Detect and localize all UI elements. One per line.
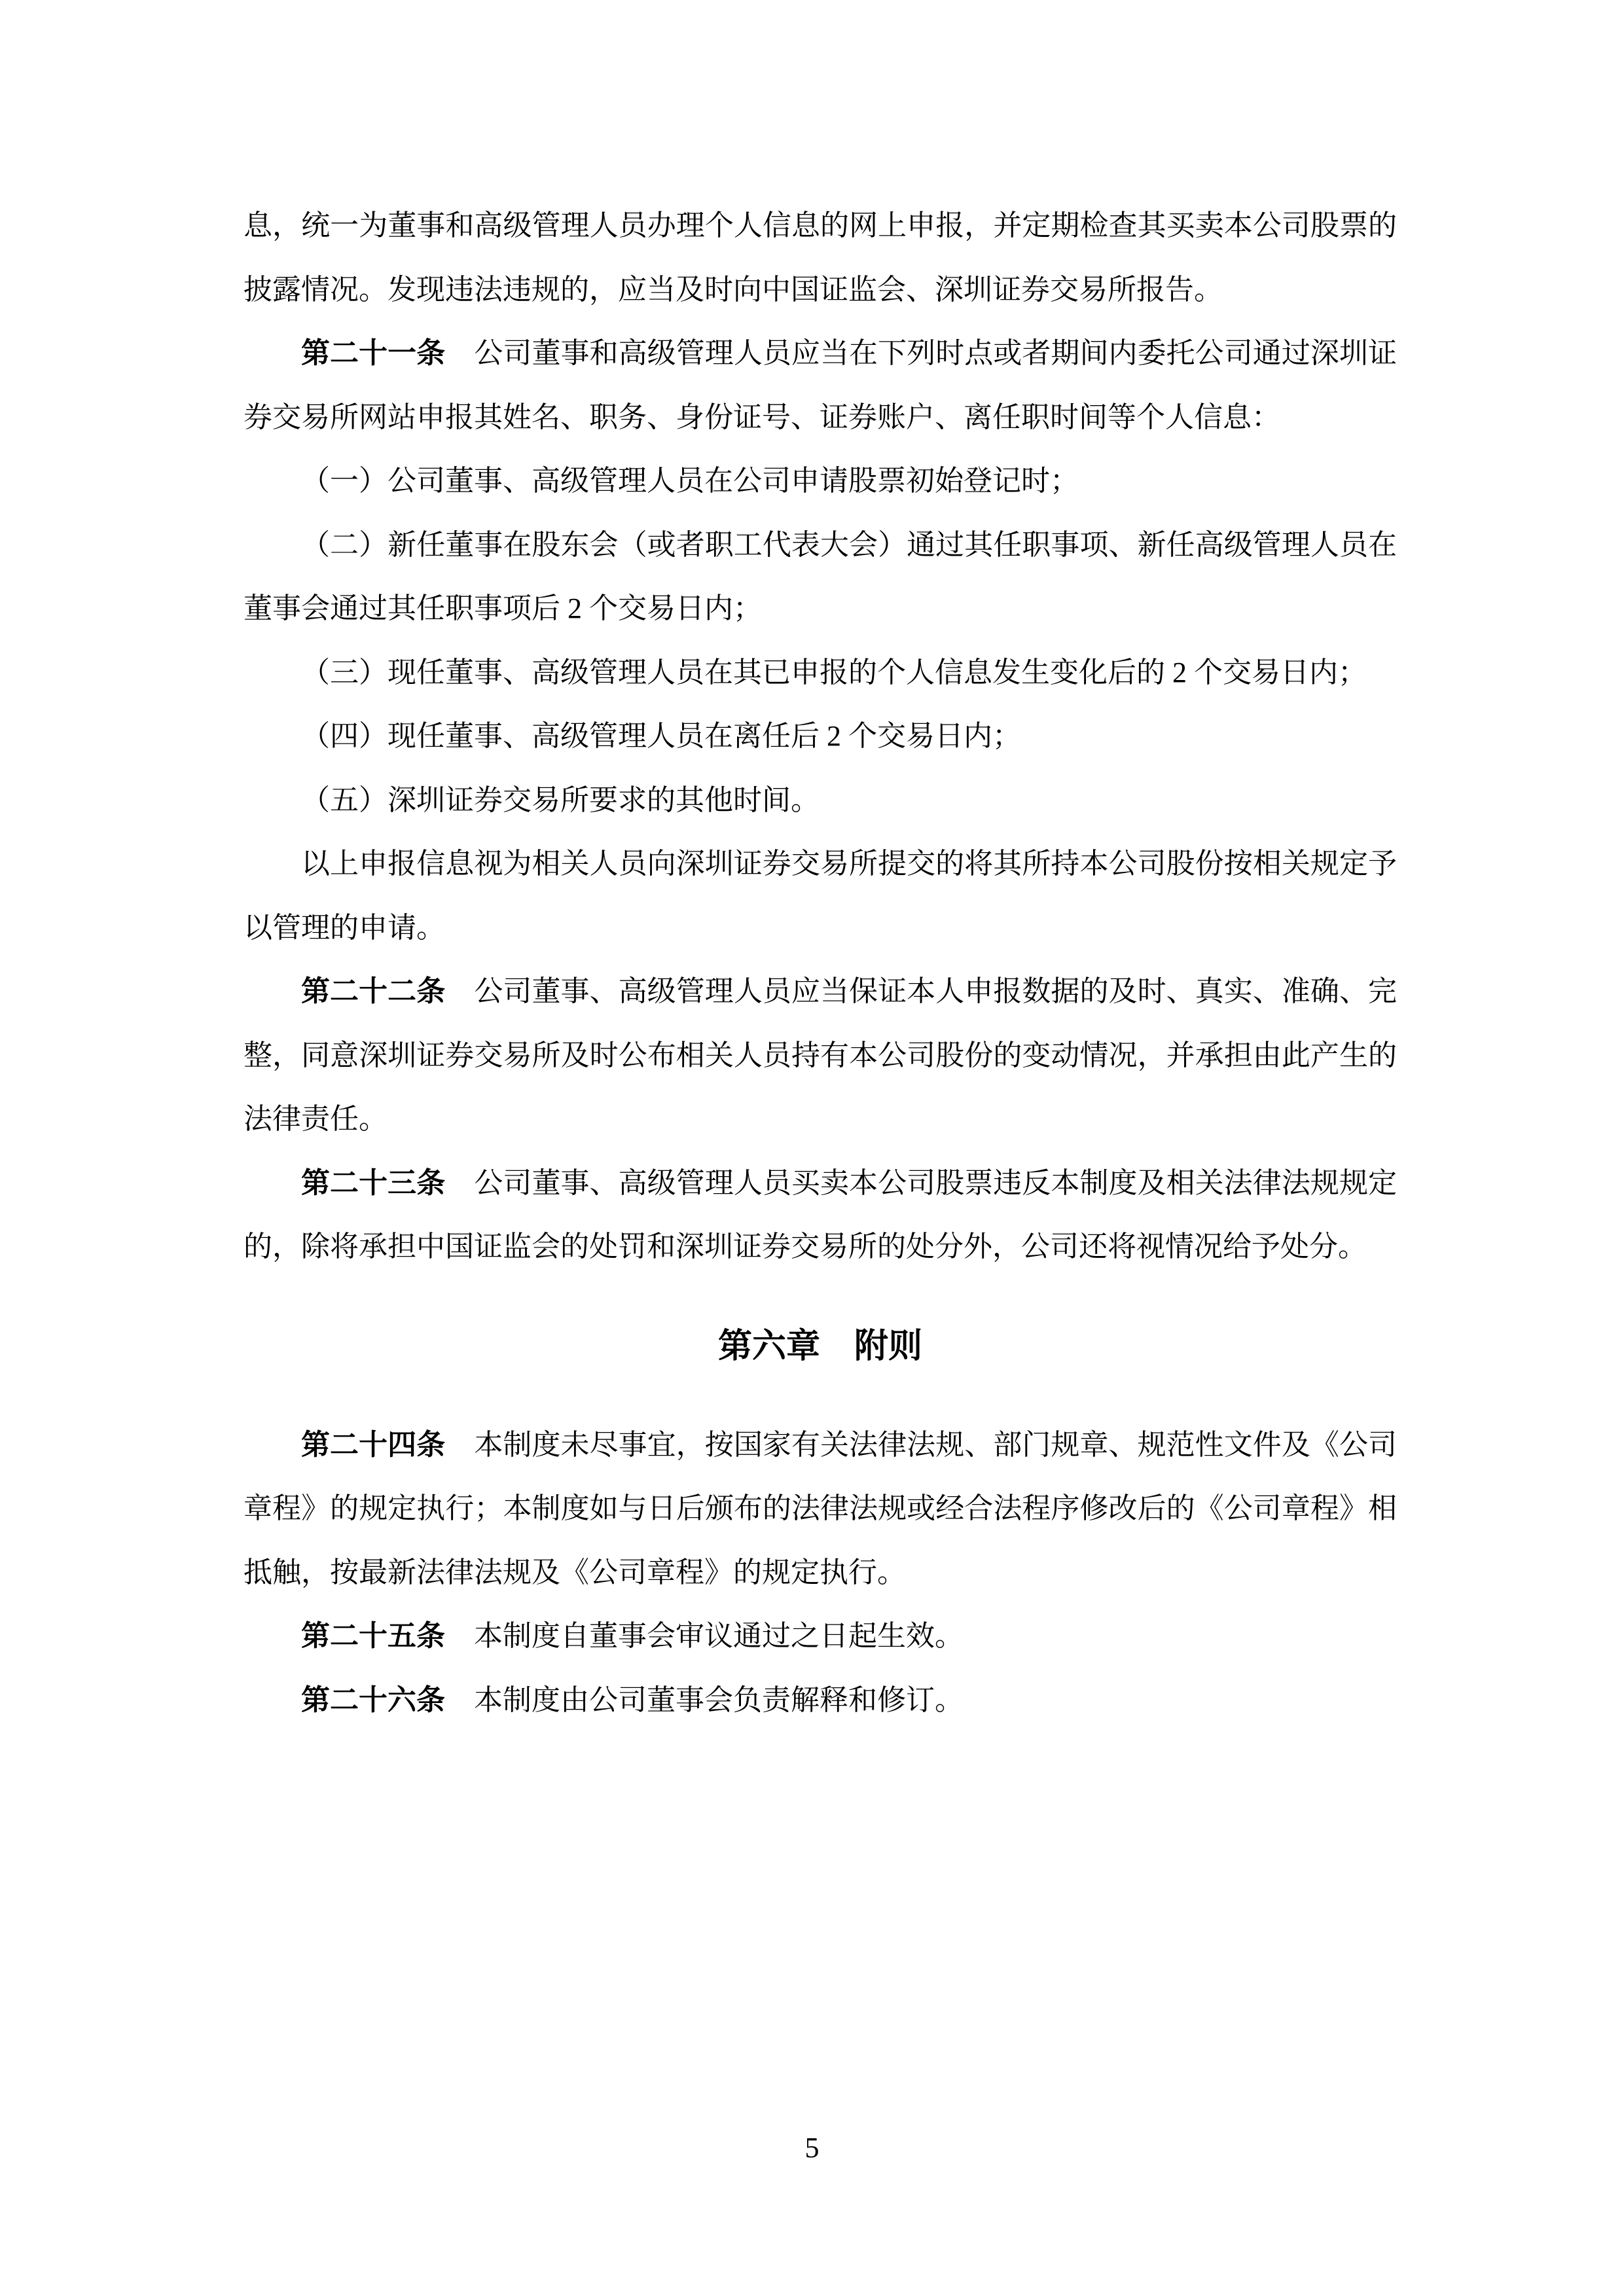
paragraph (244, 449, 1397, 513)
paragraph-text: 本制度未尽事宜，按国家有关法律法规、部门规章、规范性文件及《公司章程》的规定执行；本制度如与日后颁布的法律法规或经合法程序修改后的《公司章程》相抵触，按最新法律法规及《公司章程》的规定执行。 (244, 1428, 1398, 1588)
paragraph (244, 194, 1397, 321)
article-number: 第二十二条 (301, 975, 446, 1007)
article-number: 第二十三条 (301, 1166, 446, 1199)
paragraph-text: （四）现任董事、高级管理人员在离任后 2 个交易日内； (301, 720, 1021, 752)
paragraph-text: （一）公司董事、高级管理人员在公司申请股票初始登记时； (301, 465, 1079, 497)
paragraph-text: 息，统一为董事和高级管理人员办理个人信息的网上申报，并定期检查其买卖本公司股票的披露情况。发现违法违规的，应当及时向中国证监会、深圳证券交易所报告。 (244, 209, 1397, 306)
chapter-heading (244, 1315, 1397, 1379)
paragraph-text: 以上申报信息视为相关人员向深圳证券交易所提交的将其所持本公司股份按相关规定予以管理的申请。 (244, 848, 1397, 944)
paragraph-text: 公司董事和高级管理人员应当在下列时点或者期间内委托公司通过深圳证券交易所网站申报其姓名、职务、身份证号、证券账户、离任职时间等个人信息： (244, 337, 1398, 433)
paragraph-text: 公司董事、高级管理人员买卖本公司股票违反本制度及相关法律法规规定的，除将承担中国证监会的处罚和深圳证券交易所的处分外，公司还将视情况给予处分。 (244, 1166, 1398, 1263)
page-number: 5 (804, 2132, 820, 2164)
article-number: 第二十四条 (301, 1428, 446, 1461)
paragraph-text: 本制度自董事会审议通过之日起生效。 (445, 1620, 964, 1652)
article-number: 第二十六条 (301, 1683, 445, 1716)
paragraph (244, 513, 1397, 641)
paragraph-text: （二）新任董事在股东会（或者职工代表大会）通过其任职事项、新任高级管理人员在董事会通过其任职事项后 2 个交易日内； (244, 528, 1397, 624)
paragraph (244, 704, 1397, 768)
article-number: 第二十五条 (301, 1620, 445, 1652)
article-number: 第二十一条 (301, 337, 446, 369)
paragraph-text: （三）现任董事、高级管理人员在其已申报的个人信息发生变化后的 2 个交易日内； (301, 656, 1367, 689)
paragraph-text: 本制度由公司董事会负责解释和修订。 (445, 1683, 964, 1716)
paragraph-text: （五）深圳证券交易所要求的其他时间。 (301, 783, 820, 816)
paragraph (244, 321, 1397, 449)
document-body (244, 194, 1397, 1732)
paragraph-text: 公司董事、高级管理人员应当保证本人申报数据的及时、真实、准确、完整，同意深圳证券交易所及时公布相关人员持有本公司股份的变动情况，并承担由此产生的法律责任。 (244, 975, 1398, 1135)
paragraph (244, 1668, 1397, 1732)
paragraph (244, 1413, 1397, 1605)
paragraph (244, 768, 1397, 833)
paragraph (244, 1604, 1397, 1668)
paragraph (244, 1151, 1397, 1279)
paragraph (244, 832, 1397, 960)
article-number: 第六章 附则 (717, 1327, 922, 1365)
paragraph (244, 641, 1397, 705)
paragraph (244, 960, 1397, 1151)
